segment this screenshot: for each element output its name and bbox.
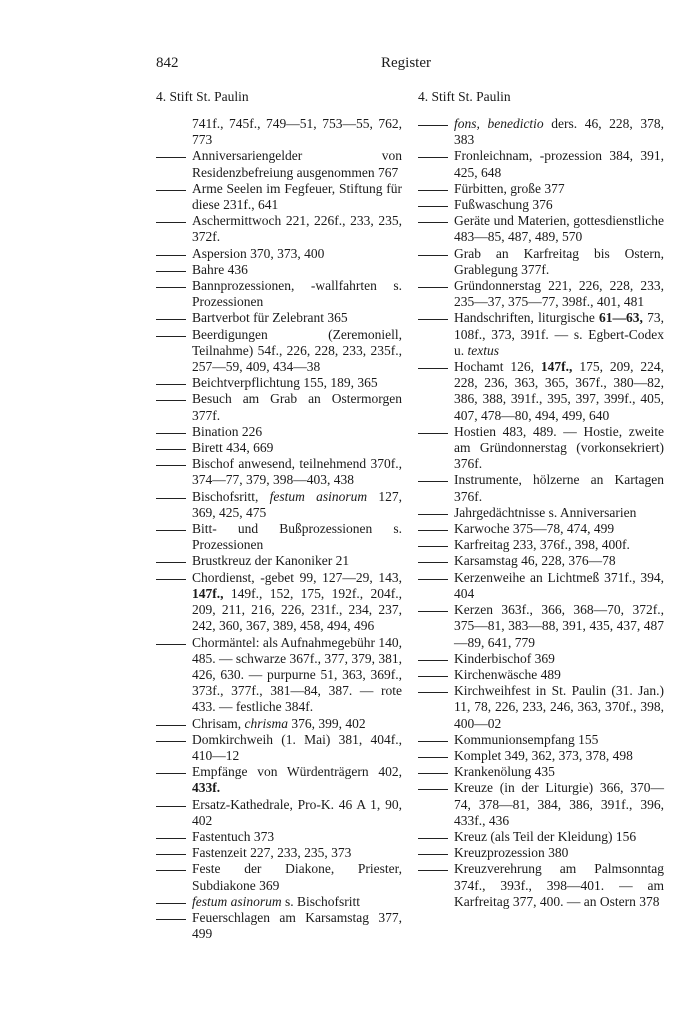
right-column-heading: 4. Stift St. Paulin xyxy=(418,89,511,104)
entry-text: Beichtverpflichtung 155, 189, 365 xyxy=(192,375,378,391)
entry-text: Fronleichnam, -prozession 384, 391, 425, 648 xyxy=(454,148,664,180)
entry-dash xyxy=(156,854,186,855)
entry-dash xyxy=(418,433,448,434)
entry-text: 147f., xyxy=(540,359,573,375)
entry-dash xyxy=(418,319,448,320)
entry-text: Fastenzeit 227, 233, 235, 373 xyxy=(192,845,352,861)
entry-dash xyxy=(156,530,186,531)
entry-text: Feste der Diakone, Priester, Subdiakone 369 xyxy=(192,861,402,893)
entry-dash xyxy=(418,579,448,580)
entry-text: Ersatz-Kathedrale, Pro-K. 46 A 1, 90, 402 xyxy=(192,796,402,828)
right-column xyxy=(418,116,664,910)
entry-text: Jahrgedächtnisse s. Anniversarien xyxy=(454,504,637,520)
entry-dash xyxy=(418,287,448,288)
entry-text: Brustkreuz der Kanoniker 21 xyxy=(192,553,350,569)
index-entry xyxy=(156,213,402,245)
entry-dash xyxy=(418,854,448,855)
entry-text: 433f. xyxy=(192,780,221,796)
index-entry xyxy=(156,829,402,845)
index-entry xyxy=(156,861,402,893)
index-entry xyxy=(418,521,664,537)
entry-dash xyxy=(418,789,448,790)
entry-text: Feuerschlagen am Karsamstag 377, 499 xyxy=(192,909,402,942)
entry-text: Gründonnerstag 221, 226, 228, 233, 235—37, 375—77, 398f., 401, 481 xyxy=(454,278,664,310)
entry-text: Fürbitten, große 377 xyxy=(454,180,565,196)
index-entry xyxy=(418,537,664,553)
index-entry xyxy=(418,683,664,732)
index-entry xyxy=(418,181,664,197)
entry-dash xyxy=(418,660,448,661)
entry-dash xyxy=(418,546,448,547)
left-column xyxy=(156,116,402,942)
entry-text: Krankenölung 435 xyxy=(454,764,555,780)
entry-dash xyxy=(156,190,186,191)
index-entry xyxy=(156,424,402,440)
entry-text: Kreuzverehrung am Palmsonntag 374f., 393f., 398—401. — am Karfreitag 377, 400. — an Ostern 378 xyxy=(454,861,664,909)
entry-text: textus xyxy=(467,342,499,358)
entry-text: Fußwaschung 376 xyxy=(454,197,553,213)
entry-dash xyxy=(418,611,448,612)
index-entry xyxy=(156,732,402,764)
entry-text: s. Bischofsritt xyxy=(281,893,361,909)
entry-dash xyxy=(418,125,448,126)
entry-text: 73, 108f., 373, 391f. — s. Egbert-Codex u. xyxy=(454,310,664,358)
entry-text: Chormäntel: als Aufnahmegebühr 140, 485. — schwarze 367f., 377, 379, 381, 426, 630. — purpurne 51, 363, 369f., 373f., 377f., 381—84, 387. — rote 433. — festliche 384f. xyxy=(192,634,402,715)
entry-text: Komplet 349, 362, 373, 378, 498 xyxy=(454,747,633,763)
index-entry xyxy=(418,861,664,910)
entry-text: Bartverbot für Zelebrant 365 xyxy=(192,310,348,326)
entry-text: Arme Seelen im Fegfeuer, Stiftung für diese 231f., 641 xyxy=(192,180,402,213)
index-entry xyxy=(418,116,664,148)
entry-text: Grab an Karfreitag bis Ostern, Grablegung 377f. xyxy=(454,245,664,277)
index-entry xyxy=(418,748,664,764)
entry-text: Instrumente, hölzerne an Kartagen 376f. xyxy=(454,472,664,504)
entry-text: Bahre 436 xyxy=(192,261,248,277)
index-entry xyxy=(418,278,664,310)
entry-text: Kreuzprozession 380 xyxy=(454,845,569,861)
entry-text: 175, 209, 224, 228, 236, 363, 365, 367f., 380—82, 386, 388, 391f., 395, 397, 399f., 405, 407, 478—80, 494, 499, 640 xyxy=(454,359,664,423)
entry-text: Chordienst, -gebet 99, 127—29, 143, xyxy=(192,569,402,585)
index-entry xyxy=(156,181,402,213)
index-entry xyxy=(156,310,402,326)
index-entry xyxy=(418,553,664,569)
index-entry xyxy=(418,829,664,845)
index-entry xyxy=(156,894,402,910)
entry-dash xyxy=(156,222,186,223)
index-entry xyxy=(418,732,664,748)
index-entry xyxy=(156,116,402,148)
entry-text: Fastentuch 373 xyxy=(192,828,275,844)
entry-text: 127, 369, 425, 475 xyxy=(192,488,402,520)
entry-text: 149f., 152, 175, 192f., 204f., 209, 211, 216, 226, 231f., 234, 237, 242, 360, 367, 389, 458, 494, 496 xyxy=(192,585,402,634)
index-entry xyxy=(156,716,402,732)
index-entry xyxy=(156,246,402,262)
entry-text: Bischofsritt, xyxy=(192,488,270,504)
entry-dash xyxy=(156,255,186,256)
index-entry xyxy=(156,148,402,180)
entry-text: Geräte und Materien, gottesdienstliche 483—85, 487, 489, 570 xyxy=(454,213,664,245)
index-entry xyxy=(418,570,664,602)
index-entry xyxy=(418,359,664,424)
entry-dash xyxy=(156,579,186,580)
entry-dash xyxy=(418,255,448,256)
entry-text: Domkirchweih (1. Mai) 381, 404f., 410—12 xyxy=(192,731,402,763)
entry-text: Kerzen 363f., 366, 368—70, 372f., 375—81, 383—88, 391, 435, 437, 487—89, 641, 779 xyxy=(454,602,664,650)
entry-text: Kreuz (als Teil der Kleidung) 156 xyxy=(454,828,637,844)
entry-text: 147f., xyxy=(192,585,224,601)
index-entry xyxy=(156,553,402,569)
entry-dash xyxy=(156,319,186,320)
entry-dash xyxy=(418,870,448,871)
entry-text: Hochamt 126, xyxy=(454,359,541,375)
entry-dash xyxy=(156,384,186,385)
index-entry xyxy=(156,375,402,391)
entry-text: Aspersion 370, 373, 400 xyxy=(192,245,325,261)
entry-dash xyxy=(418,741,448,742)
index-entry xyxy=(156,764,402,796)
entry-text: Bannprozessionen, -wallfahrten s. Prozessionen xyxy=(192,278,402,310)
entry-dash xyxy=(156,449,186,450)
entry-dash xyxy=(156,157,186,158)
entry-dash xyxy=(156,644,186,645)
entry-dash xyxy=(156,562,186,563)
entry-dash xyxy=(418,773,448,774)
entry-dash xyxy=(418,530,448,531)
entry-dash xyxy=(156,336,186,337)
index-entry xyxy=(418,148,664,180)
index-entry xyxy=(418,424,664,473)
entry-dash xyxy=(156,400,186,401)
entry-text: Kerzenweihe an Lichtmeß 371f., 394, 404 xyxy=(454,569,664,601)
index-entry xyxy=(156,391,402,423)
running-head: Register xyxy=(381,55,431,71)
index-entry xyxy=(156,635,402,716)
entry-text: Karwoche 375—78, 474, 499 xyxy=(454,521,615,537)
entry-text: chrisma xyxy=(244,715,288,731)
index-entry xyxy=(156,910,402,942)
entry-text: Kreuze (in der Liturgie) 366, 370—74, 378—81, 384, 386, 391f., 396, 433f., 436 xyxy=(454,780,664,828)
index-entry xyxy=(156,521,402,553)
index-entry xyxy=(156,456,402,488)
entry-text: Aschermittwoch 221, 226f., 233, 235, 372f. xyxy=(192,213,402,245)
entry-text: Kinderbischof 369 xyxy=(454,650,555,666)
entry-text: Handschriften, liturgische xyxy=(454,310,600,326)
entry-text: Besuch am Grab an Ostermorgen 377f. xyxy=(192,391,402,423)
index-entry xyxy=(418,651,664,667)
entry-dash xyxy=(156,433,186,434)
index-entry xyxy=(418,667,664,683)
entry-text: Bitt- und Bußprozessionen s. Prozessionen xyxy=(192,521,402,553)
entry-dash xyxy=(418,157,448,158)
entry-dash xyxy=(156,498,186,499)
entry-text: festum asinorum xyxy=(269,488,368,504)
entry-text: 741f., 745f., 749—51, 753—55, 762, 773 xyxy=(192,116,402,148)
entry-text: Kirchenwäsche 489 xyxy=(454,666,561,682)
entry-text: Bischof anwesend, teilnehmend 370f., 374—77, 379, 398—403, 438 xyxy=(192,456,402,488)
index-entry xyxy=(418,246,664,278)
index-entry xyxy=(418,505,664,521)
entry-text: Chrisam, xyxy=(192,715,245,731)
entry-text: Anniversariengelder von Residenzbefreiung ausgenommen 767 xyxy=(192,148,402,180)
entry-dash xyxy=(156,741,186,742)
index-entry xyxy=(418,845,664,861)
entry-text: Kommunionsempfang 155 xyxy=(454,731,599,747)
entry-text: Hostien 483, 489. — Hostie, zweite am Gründonnerstag (vorkonsekriert) 376f. xyxy=(454,423,664,472)
entry-dash xyxy=(418,757,448,758)
entry-dash xyxy=(156,903,186,904)
entry-text: Karsamstag 46, 228, 376—78 xyxy=(454,553,616,569)
entry-text: 376, 399, 402 xyxy=(288,715,366,731)
entry-dash xyxy=(156,870,186,871)
entry-text: fons, benedictio xyxy=(454,116,544,131)
index-entry xyxy=(418,764,664,780)
entry-dash xyxy=(156,287,186,288)
index-entry xyxy=(156,327,402,376)
index-entry xyxy=(156,489,402,521)
index-entry xyxy=(156,845,402,861)
entry-dash xyxy=(156,773,186,774)
left-column-heading: 4. Stift St. Paulin xyxy=(156,89,249,104)
entry-dash xyxy=(418,514,448,515)
entry-dash xyxy=(418,368,448,369)
index-entry xyxy=(156,278,402,310)
entry-dash xyxy=(418,562,448,563)
entry-text: Birett 434, 669 xyxy=(192,440,274,456)
index-entry xyxy=(418,197,664,213)
entry-dash xyxy=(156,465,186,466)
entry-dash xyxy=(156,271,186,272)
entry-dash xyxy=(418,481,448,482)
index-entry xyxy=(418,310,664,359)
entry-text: Beerdigungen (Zeremoniell, Teilnahme) 54f., 226, 228, 233, 235f., 257—59, 409, 434—38 xyxy=(192,326,402,375)
entry-text: ders. 46, 228, 378, 383 xyxy=(454,116,664,148)
entry-dash xyxy=(418,222,448,223)
index-entry xyxy=(418,472,664,504)
index-entry xyxy=(418,780,664,829)
entry-text: festum asinorum xyxy=(192,893,282,909)
entry-text: Karfreitag 233, 376f., 398, 400f. xyxy=(454,537,630,553)
entry-dash xyxy=(418,838,448,839)
index-entry xyxy=(418,213,664,245)
entry-dash xyxy=(418,692,448,693)
entry-dash xyxy=(156,806,186,807)
index-entry xyxy=(156,797,402,829)
entry-text: 61—63, xyxy=(599,310,643,326)
entry-dash xyxy=(418,190,448,191)
entry-dash xyxy=(156,725,186,726)
entry-dash xyxy=(156,838,186,839)
page-number: 842 xyxy=(156,55,179,71)
entry-dash xyxy=(418,206,448,207)
entry-dash xyxy=(418,676,448,677)
index-entry xyxy=(156,262,402,278)
index-entry xyxy=(156,570,402,635)
entry-dash xyxy=(156,919,186,920)
index-entry xyxy=(418,602,664,651)
index-entry xyxy=(156,440,402,456)
entry-text: Kirchweihfest in St. Paulin (31. Jan.) 11, 78, 226, 233, 246, 363, 370f., 398, 400—02 xyxy=(454,683,664,731)
entry-text: Bination 226 xyxy=(192,423,263,439)
entry-text: Empfänge von Würdenträgern 402, xyxy=(192,764,402,780)
